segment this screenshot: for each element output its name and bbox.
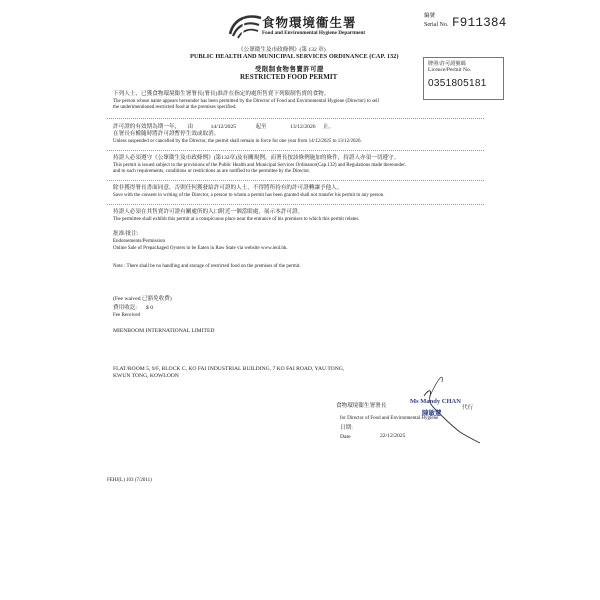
clause-validity-zh bbox=[113, 124, 493, 131]
clause-conditions-zh: 持證人必須遵守《公眾衞生及市政條例》(第132章)及有關規例，而署長按該條例施加的條件，持證人亦須一切遵守。 bbox=[113, 155, 400, 161]
fee-received-label-en: Fee Received bbox=[113, 313, 141, 318]
issue-date: 22/12/2025 bbox=[380, 433, 406, 439]
department-name-zh: 食物環境衞生署 bbox=[262, 16, 357, 30]
signer-stamp-name: Ms Mandy CHAN bbox=[410, 398, 461, 405]
validity-en-to-label: to bbox=[332, 139, 337, 144]
divider bbox=[107, 150, 484, 151]
licence-label-en: Licence/Permit No. bbox=[428, 67, 472, 73]
clause-exhibit-zh: 持證人必須在其售賣許可證有關處所的入口附近一個當眼處，展示本許可證。 bbox=[113, 209, 304, 215]
validity-date-from: 14/12/2025 bbox=[210, 124, 237, 130]
divider bbox=[107, 180, 484, 181]
director-title-en: for Director of Food and Environmental Hygiene bbox=[340, 416, 439, 421]
signer-stamp-name-zh: 陳敏慧 bbox=[422, 410, 442, 417]
clause-conditions-en-1: This permit is issued subject to the provisions of the Public Health and Municipal Services Ordinance(Cap.132) and Regulations made thereunder. bbox=[113, 163, 406, 168]
validity-en-from: 14/12/2025 bbox=[308, 139, 332, 144]
permit-holder-name: MIENBOOM INTERNATIONAL LIMITED bbox=[113, 328, 215, 334]
endorsement-label-zh: 批准/批注: bbox=[113, 231, 139, 237]
validity-date-to: 13/12/2026 bbox=[290, 124, 316, 130]
validity-end: 止。 bbox=[322, 124, 335, 130]
validity-en-text: Unless suspended or cancelled by the Director, the permit shall remain in force for one year from bbox=[113, 139, 308, 144]
clause-validity-en bbox=[113, 139, 493, 145]
ordinance-title-en: PUBLIC HEALTH AND MUNICIPAL SERVICES ORDINANCE (CAP. 132) bbox=[190, 53, 399, 60]
fee-amount: $ 0 bbox=[146, 305, 153, 311]
premises-address-2: KWUN TONG, KOWLOON bbox=[113, 373, 179, 379]
ordinance-title-zh: 《公眾衞生及市政條例》(第 132 章) bbox=[238, 47, 326, 53]
director-title-zh: 食物環境衞生署署長 bbox=[336, 403, 387, 409]
fee-waived: (Fee waived 已豁免收費) bbox=[113, 296, 172, 302]
endorsement-text: Online Sale of Prepackaged Oysters to be Eaten in Raw State via website www.ienl.hk. bbox=[113, 246, 288, 251]
clause-transfer-en: Save with the consent in writing of the Director, a person to whom a permit has been granted shall not transfer his permit to any person. bbox=[113, 193, 385, 198]
serial-label-en: Serial No. bbox=[424, 22, 449, 28]
divider bbox=[107, 118, 484, 119]
date-label-zh: 日期: bbox=[340, 425, 353, 431]
clause-permitted-en-1: The person whose name appears hereunder has been permitted by the Director of Food and Environmental Hygiene (Director) to sell bbox=[113, 99, 379, 104]
permit-title-en: RESTRICTED FOOD PERMIT bbox=[240, 73, 338, 81]
clause-permitted-en-2: the underimentioned restricted food at the premises specified. bbox=[113, 105, 237, 110]
date-label-en: Date bbox=[340, 434, 351, 440]
fee-received-label-zh: 費用收訖: bbox=[113, 305, 137, 311]
divider bbox=[107, 204, 484, 205]
clause-exhibit-en: The permittee shall exhibit this permit at a conspicuous place near the entrance of his premises to which this permit relates. bbox=[113, 217, 360, 222]
clause-transfer-zh: 除非獲得署長書面同意，否則任何獲發給許可證的人士，不得將所持有的許可證轉讓予他人。 bbox=[113, 185, 343, 191]
premises-address-1: FLAT/ROOM 5, 9/F, BLOCK C, KO FAI INDUSTRIAL BUILDING, 7 KO FAI ROAD, YAU TONG, bbox=[113, 366, 345, 372]
validity-to-label: 起至 bbox=[255, 124, 267, 130]
validity-en-to: 13/12/2026. bbox=[337, 139, 362, 144]
clause-suspend-zh: 在署長有權隨時將許可證暫停生效或取消。 bbox=[113, 131, 220, 137]
form-code: FEHJ(L) 103 (7/2011) bbox=[107, 478, 152, 483]
validity-from-label: 由 bbox=[187, 124, 194, 130]
validity-text: 許可證的有效期為期一年， bbox=[113, 124, 181, 130]
clause-permitted-zh: 下列人士，已獲食物環境衞生署署長(署長)准許在指定的處所售賣下列限制售賣的食物。 bbox=[113, 91, 330, 97]
endorsement-label-en: Endorsements/Permission bbox=[113, 239, 165, 244]
permit-title-zh: 受限制食物售賣許可證 bbox=[255, 66, 324, 73]
serial-number: F911384 bbox=[452, 16, 507, 30]
clause-conditions-en-2: and to such requirements, conditions or restrictions as are notified to the permittee by the Director. bbox=[113, 169, 311, 174]
licence-label-zh: 牌照/許可證號碼 bbox=[428, 61, 466, 67]
endorsement-note: Note : There shall be no handling and storage of restricted food on the premises of the permit. bbox=[113, 264, 301, 269]
fehd-logo bbox=[228, 12, 264, 40]
acting-label-zh: 代行 bbox=[462, 405, 474, 411]
licence-number: 0351805181 bbox=[428, 78, 487, 89]
department-name-en: Food and Environmental Hygiene Department bbox=[262, 30, 366, 36]
serial-label-zh: 編號 bbox=[424, 13, 436, 19]
